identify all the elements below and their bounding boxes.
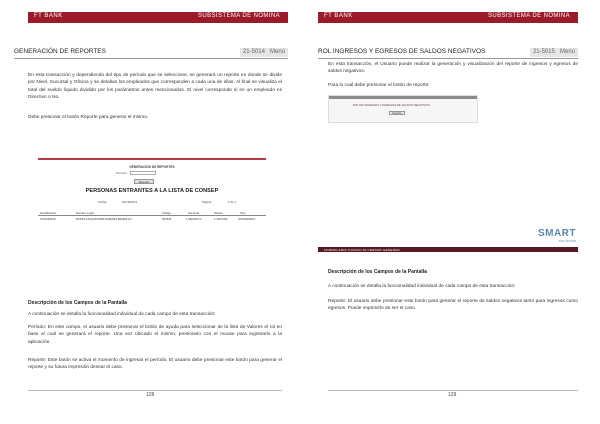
intro-paragraph: En esta transacción, el Usuario puede realizar la generación y visualización del reporte de ingresos y egresos de saldos negativos. (328, 62, 578, 75)
transaction-code: 21-5014 (242, 49, 265, 55)
bank-brand: FT BANK (324, 13, 353, 19)
report-topbar (38, 158, 266, 160)
transaction-code: 21-5015 (532, 49, 555, 55)
report-button[interactable]: Reporte (134, 179, 154, 184)
report-button[interactable]: Reporte (389, 111, 405, 115)
report-screenshot (34, 158, 270, 230)
fields-heading: Descripción de los Campos de la Pantalla (28, 300, 127, 306)
period-input[interactable] (130, 171, 156, 175)
logo-name: SMART (537, 228, 576, 239)
intro-paragraph: En esta transacción y dependiendo del tipo de período que se seleccione, se generará un reporte en donde se divide por Nivel, Sucursal y Oficina y se detallan los empleados que corresponden a cada una de ellas. Al final se visualiza el total del sueldo líquido dividido por los parámetros antes mencionados. El nivel corresponde si es un empleado es Directivo o No. (28, 73, 282, 101)
table-cell: 0704165440 (40, 217, 56, 221)
column-header: Código (162, 211, 171, 215)
section-header (14, 48, 288, 58)
app-menubar[interactable] (318, 247, 578, 252)
instruction-paragraph: Para lo cual debe presionar el botón de reporte: (328, 83, 430, 88)
column-header: Tipo (240, 211, 246, 215)
section-title: GENERACIÓN DE REPORTES (14, 48, 106, 55)
right-page (300, 0, 600, 424)
column-header: Nombre Legal (76, 211, 94, 215)
footer-divider (28, 390, 282, 391)
fecha-value: 02/10/2013 (122, 200, 138, 204)
footer-divider (328, 390, 578, 391)
form-title: ROL DE INGRESOS Y EGRESOS DE SALDOS NEGATIVOS (353, 103, 430, 107)
section-title: ROL INGRESOS Y EGRESOS DE SALDOS NEGATIVOS (318, 48, 486, 55)
fecha-label: Fecha: (98, 200, 108, 204)
header-divider (318, 58, 578, 59)
table-cell: MONICA ALEXANDRA ZAMORA BANDILLO (76, 217, 132, 221)
header-divider (14, 58, 288, 59)
column-header: Sucursal (188, 211, 199, 215)
bank-brand: FT BANK (34, 13, 63, 19)
column-header: Oficina (214, 211, 223, 215)
period-label: Período (116, 171, 127, 175)
menubar-text: FORMULARIO CONSULTA CERRAR GENERAR (324, 247, 400, 252)
table-cell: HONORARIO (238, 217, 256, 221)
system-name: SUBSISTEMA DE NÓMINA (197, 13, 280, 19)
reporte-description: Reporte: El usuario debe presionar este botón para generar el reporte de saldos negativos tanto para ingresos como egresos. Puede imprimirlo de ser el caso. (328, 299, 578, 312)
section-code (530, 48, 578, 57)
fields-intro: A continuación se detalla la funcionalidad individual de cada campo de esta transacción: (328, 284, 516, 289)
section-code (240, 48, 288, 57)
instruction-paragraph: Debe presionar el botón Reporte para generar el mismo. (28, 115, 149, 120)
fields-intro: A continuación se detalla la funcionalidad individual de cada campo de esta transacción: (28, 312, 216, 317)
table-cell: 1 OFICINA (214, 217, 228, 221)
page-banner (28, 12, 288, 23)
menu-label: Menú (559, 49, 575, 55)
page-number: 129 (448, 392, 457, 398)
table-cell: 007506 (162, 217, 172, 221)
form-topbar (329, 96, 477, 99)
page-banner (318, 12, 578, 23)
pagina-label: Página (202, 200, 212, 204)
smart-logo (538, 229, 576, 243)
reporte-description: Reporte: Este botón se activa el momento de ingresar el período. El usuario debe presionar este botón para generar el reporte y su futura impresión desear el caso. (28, 358, 282, 371)
form-screenshot (328, 95, 478, 123)
section-header (318, 48, 578, 58)
logo-tagline: SOLUTIONS (558, 239, 576, 243)
system-name: SUBSISTEMA DE NÓMINA (487, 13, 570, 19)
page-number: 128 (146, 392, 155, 398)
fields-heading: Descripción de los Campos de la Pantalla (328, 269, 427, 275)
column-header: Identificación (40, 211, 57, 215)
report-form-title: GENERACIÓN DE REPORTES (129, 165, 175, 169)
report-main-title: PERSONAS ENTRANTES A LA LISTA DE CONSEP (85, 188, 219, 194)
menu-label: Menú (269, 49, 285, 55)
table-cell: 1 REGION 1 (186, 217, 202, 221)
pagina-value: 1 de 1 (228, 200, 237, 204)
periodo-description: Período: En este campo, el usuario debe presionar el botón de ayuda para seleccionar de la lista de Valores el rol en base al cual se generará el reporte. Una vez ubicado el mismo, presionelo con el mouse para ingresarlo a la aplicación. (28, 325, 282, 345)
